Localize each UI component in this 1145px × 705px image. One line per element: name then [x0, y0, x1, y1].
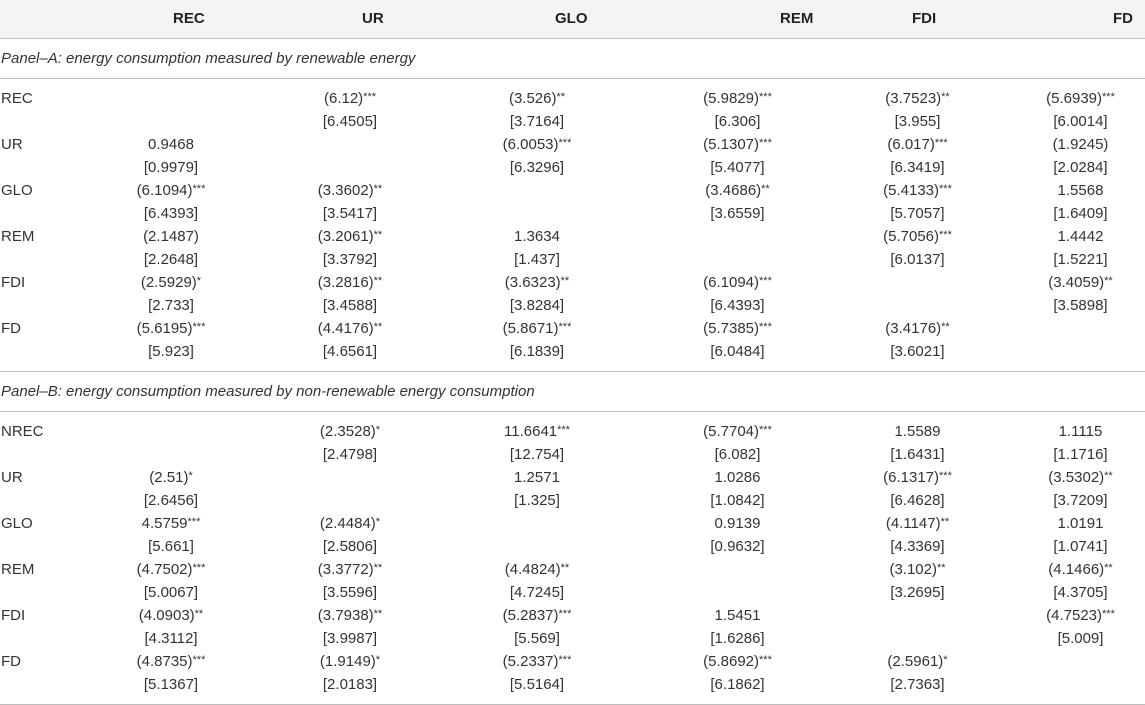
significance-stars: **	[373, 182, 383, 195]
standard-error-cell: [3.2695]	[890, 583, 945, 601]
significance-stars: ***	[759, 653, 772, 666]
significance-stars: ***	[192, 561, 206, 574]
standard-error-cell	[1016, 675, 1145, 705]
standard-error-cell: [1.6286]	[710, 629, 765, 647]
coefficient-cell: (5.7385)***	[703, 319, 772, 337]
standard-error-cell: [5.569]	[514, 629, 560, 647]
standard-error-cell: [2.5806]	[322, 537, 378, 555]
standard-error-cell: [6.3419]	[890, 158, 945, 176]
coefficient-cell: (3.102)**	[889, 560, 946, 578]
standard-error-cell: [4.3112]	[144, 629, 198, 647]
coefficient-cell: (4.7502)***	[136, 560, 206, 578]
coefficient-cell: (5.9829)***	[703, 89, 772, 107]
standard-error-cell: [6.306]	[714, 112, 761, 130]
standard-error-cell: [4.3369]	[890, 537, 945, 555]
coefficient-cell: (5.6939)***	[1046, 89, 1115, 107]
coefficient-cell: (5.7056)***	[883, 227, 952, 245]
column-header-stub	[0, 0, 60, 38]
table-row-coefficient	[0, 78, 1145, 112]
column-header-glo: GLO	[418, 0, 656, 38]
coefficient-cell: (3.3602)**	[317, 181, 383, 199]
coefficient-cell: (3.3772)**	[317, 560, 383, 578]
coefficient-cell: (3.7938)**	[317, 606, 383, 624]
standard-error-cell: [6.082]	[714, 445, 761, 463]
coefficient-cell: 1.1115	[1058, 422, 1103, 440]
significance-stars: **	[940, 515, 950, 528]
significance-stars: ***	[558, 607, 572, 620]
coefficient-cell: (4.4176)**	[317, 319, 383, 337]
standard-error-cell	[60, 445, 282, 468]
standard-error-cell: [5.009]	[1057, 629, 1104, 647]
row-label-empty	[0, 342, 60, 372]
row-label-empty	[0, 445, 60, 468]
header-row	[0, 0, 1145, 38]
significance-stars: *	[375, 515, 381, 528]
table-row-standard-error	[0, 112, 1145, 135]
standard-error-cell: [2.0284]	[1053, 158, 1108, 176]
significance-stars: ***	[1102, 90, 1115, 103]
standard-error-cell	[418, 204, 656, 227]
standard-error-cell: [3.5596]	[322, 583, 378, 601]
significance-stars: **	[373, 228, 383, 241]
significance-stars: ***	[939, 182, 952, 195]
coefficient-cell	[60, 411, 282, 445]
significance-stars: ***	[192, 182, 206, 195]
significance-stars: **	[373, 320, 383, 333]
standard-error-cell: [1.325]	[514, 491, 560, 509]
coefficient-cell: (6.1094)***	[703, 273, 772, 291]
coefficient-cell: 4.5759***	[141, 514, 201, 532]
standard-error-cell: [6.3296]	[509, 158, 565, 176]
coefficient-cell: (3.526)**	[508, 89, 566, 107]
table-row-standard-error	[0, 491, 1145, 514]
row-label: REM	[1, 227, 35, 245]
coefficient-cell	[656, 227, 819, 250]
coefficient-cell: (1.9149)*	[319, 652, 381, 670]
standard-error-cell: [12.754]	[509, 445, 565, 463]
significance-stars: ***	[558, 320, 572, 333]
standard-error-cell: [3.955]	[894, 112, 941, 130]
significance-stars: ***	[759, 423, 772, 436]
significance-stars: **	[560, 274, 570, 287]
coefficient-cell: (5.1307)***	[703, 135, 772, 153]
standard-error-cell: [3.9987]	[322, 629, 378, 647]
coefficient-cell: (2.3528)*	[319, 422, 381, 440]
standard-error-cell: [5.7057]	[890, 204, 945, 222]
table-row-coefficient	[0, 468, 1145, 491]
table-row-coefficient	[0, 411, 1145, 445]
coefficient-cell: (4.7523)***	[1046, 606, 1115, 624]
standard-error-cell: [4.6561]	[282, 342, 418, 372]
coefficient-cell: (4.4824)**	[504, 560, 570, 578]
table-row-standard-error	[0, 537, 1145, 560]
coefficient-cell: (2.1487)	[143, 227, 199, 245]
coefficient-cell: (4.8735)***	[136, 652, 206, 670]
standard-error-cell	[819, 296, 1016, 319]
standard-error-cell: [2.4798]	[322, 445, 378, 463]
table-row-standard-error	[0, 204, 1145, 227]
significance-stars: ***	[192, 653, 206, 666]
table-row-standard-error	[0, 675, 1145, 705]
significance-stars: ***	[759, 90, 772, 103]
coefficient-cell	[60, 78, 282, 112]
standard-error-cell: [6.0014]	[1053, 112, 1108, 130]
coefficient-cell: 1.2571	[514, 468, 560, 486]
significance-stars: ***	[363, 90, 377, 103]
row-label-empty	[0, 583, 60, 606]
standard-error-cell: [5.5164]	[418, 675, 656, 705]
standard-error-cell: [6.0137]	[890, 250, 945, 268]
significance-stars: *	[375, 653, 381, 666]
coefficient-cell: (4.1466)**	[1048, 560, 1113, 578]
row-label: FDI	[1, 273, 26, 291]
table-body	[0, 38, 1145, 704]
significance-stars: **	[941, 320, 950, 333]
standard-error-cell: [6.4505]	[322, 112, 378, 130]
coefficient-cell: (3.2061)**	[317, 227, 383, 245]
table-row-coefficient	[0, 606, 1145, 629]
coefficient-cell: (5.4133)***	[883, 181, 952, 199]
coefficient-cell: (5.2837)***	[502, 606, 572, 624]
table-row-coefficient	[0, 514, 1145, 537]
significance-stars: **	[556, 90, 566, 103]
significance-stars: **	[373, 607, 383, 620]
row-label: GLO	[1, 181, 33, 199]
standard-error-cell: [4.3705]	[1053, 583, 1108, 601]
standard-error-cell: [3.4588]	[322, 296, 378, 314]
coefficient-cell	[1016, 652, 1145, 675]
standard-error-cell: [6.1862]	[656, 675, 819, 705]
row-label: UR	[1, 468, 23, 486]
coefficient-cell: (3.4059)**	[1048, 273, 1113, 291]
standard-error-cell: [2.0183]	[282, 675, 418, 705]
coefficient-cell: 1.0286	[714, 468, 761, 486]
coefficient-cell	[282, 135, 418, 158]
significance-stars: **	[560, 561, 570, 574]
row-label: NREC	[1, 422, 44, 440]
standard-error-cell: [3.3792]	[322, 250, 378, 268]
significance-stars: **	[1104, 274, 1113, 287]
row-label-empty	[0, 296, 60, 319]
significance-stars: **	[1104, 469, 1113, 482]
coefficient-cell: 0.9139	[714, 514, 761, 532]
standard-error-cell: [1.1716]	[1053, 445, 1108, 463]
significance-stars: ***	[939, 469, 952, 482]
standard-error-cell: [3.7209]	[1053, 491, 1108, 509]
table-row-standard-error	[0, 629, 1145, 652]
significance-stars: **	[936, 561, 946, 574]
row-label-empty	[0, 537, 60, 560]
column-header-fdi: FDI	[819, 0, 1016, 38]
table-row-coefficient	[0, 652, 1145, 675]
significance-stars: *	[375, 423, 381, 436]
coefficient-cell: (2.5961)*	[887, 652, 948, 670]
standard-error-cell: [3.7164]	[509, 112, 565, 130]
significance-stars: ***	[192, 320, 206, 333]
standard-error-cell	[819, 629, 1016, 652]
coefficient-cell: (5.8671)***	[502, 319, 572, 337]
standard-error-cell	[1016, 342, 1145, 372]
row-label-empty	[0, 158, 60, 181]
standard-error-cell	[60, 112, 282, 135]
standard-error-cell: [2.2648]	[143, 250, 199, 268]
standard-error-cell: [2.6456]	[143, 491, 199, 509]
standard-error-cell: [0.9632]	[710, 537, 765, 555]
panel-title-row	[0, 38, 1145, 78]
significance-stars: *	[196, 274, 202, 287]
standard-error-cell	[656, 583, 819, 606]
row-label-empty	[0, 491, 60, 514]
table-row-coefficient	[0, 181, 1145, 204]
coefficient-cell: (2.4484)*	[319, 514, 381, 532]
standard-error-cell: [3.8284]	[509, 296, 565, 314]
coefficient-cell	[1016, 319, 1145, 342]
coefficient-cell: (3.4686)**	[705, 181, 770, 199]
row-label: REC	[1, 89, 33, 107]
standard-error-cell: [3.5898]	[1053, 296, 1108, 314]
standard-error-cell: [1.437]	[514, 250, 560, 268]
coefficient-cell: (6.017)***	[887, 135, 948, 153]
coefficient-cell: (3.2816)**	[317, 273, 383, 291]
coefficient-cell: 1.3634	[514, 227, 560, 245]
standard-error-cell: [5.0067]	[143, 583, 199, 601]
coefficient-cell: 0.9468	[148, 135, 194, 153]
table-row-standard-error	[0, 296, 1145, 319]
standard-error-cell: [3.5417]	[322, 204, 378, 222]
coefficient-cell: (6.12)***	[323, 89, 377, 107]
significance-stars: ***	[1102, 607, 1115, 620]
coefficient-cell: (3.6323)**	[504, 273, 570, 291]
coefficient-cell: (5.8692)***	[703, 652, 772, 670]
row-label: GLO	[1, 514, 33, 532]
column-header-rem: REM	[656, 0, 819, 38]
table-row-coefficient	[0, 560, 1145, 583]
standard-error-cell: [2.7363]	[819, 675, 1016, 705]
coefficient-cell: 11.6641***	[504, 422, 570, 440]
panel-title-row	[0, 371, 1145, 411]
row-label-empty	[0, 629, 60, 652]
standard-error-cell: [5.661]	[148, 537, 194, 555]
table-row-coefficient	[0, 319, 1145, 342]
coefficient-cell: (6.1094)***	[136, 181, 206, 199]
significance-stars: ***	[558, 136, 572, 149]
standard-error-cell	[418, 537, 656, 560]
standard-error-cell	[656, 250, 819, 273]
standard-error-cell: [3.6559]	[710, 204, 765, 222]
significance-stars: **	[373, 561, 383, 574]
standard-error-cell: [1.5221]	[1053, 250, 1108, 268]
standard-error-cell: [6.0484]	[656, 342, 819, 372]
column-header-fd: FD	[1016, 0, 1145, 38]
significance-stars: **	[941, 90, 950, 103]
table-row-coefficient	[0, 273, 1145, 296]
table-row-coefficient	[0, 227, 1145, 250]
standard-error-cell: [3.6021]	[819, 342, 1016, 372]
coefficient-cell: 1.5589	[894, 422, 941, 440]
row-label-empty	[0, 112, 60, 135]
standard-error-cell: [1.0741]	[1053, 537, 1108, 555]
coefficient-cell: 1.4442	[1057, 227, 1104, 245]
significance-stars: ***	[187, 515, 201, 528]
row-label: REM	[1, 560, 35, 578]
coefficient-cell	[282, 468, 418, 491]
row-label: FDI	[1, 606, 26, 624]
coefficient-cell	[819, 606, 1016, 629]
significance-stars: ***	[558, 653, 572, 666]
coefficient-cell	[418, 181, 656, 204]
significance-stars: *	[188, 469, 193, 482]
panel-title: Panel–B: energy consumption measured by non-renewable energy consumption	[0, 371, 1145, 411]
standard-error-cell: [1.6431]	[890, 445, 945, 463]
significance-stars: **	[761, 182, 770, 195]
significance-stars: **	[194, 607, 204, 620]
table-row-standard-error	[0, 342, 1145, 372]
significance-stars: ***	[557, 423, 570, 436]
standard-error-cell: [6.1839]	[418, 342, 656, 372]
standard-error-cell	[282, 158, 418, 181]
coefficient-cell: (5.7704)***	[703, 422, 772, 440]
standard-error-cell: [5.1367]	[60, 675, 282, 705]
coefficient-cell: (2.5929)*	[140, 273, 202, 291]
coefficient-cell: (3.7523)**	[885, 89, 950, 107]
significance-stars: ***	[759, 136, 772, 149]
coefficient-cell: (5.6195)***	[136, 319, 206, 337]
column-header-rec: REC	[60, 0, 282, 38]
standard-error-cell	[282, 491, 418, 514]
significance-stars: ***	[759, 320, 772, 333]
coefficient-cell: (6.0053)***	[502, 135, 572, 153]
coefficient-cell: 1.5451	[714, 606, 761, 624]
coefficient-cell: 1.5568	[1057, 181, 1104, 199]
row-label-empty	[0, 204, 60, 227]
coefficient-cell: (3.4176)**	[885, 319, 950, 337]
row-label-empty	[0, 250, 60, 273]
coefficient-cell: (3.5302)**	[1048, 468, 1113, 486]
standard-error-cell: [6.4393]	[710, 296, 765, 314]
row-label: FD	[1, 319, 21, 337]
standard-error-cell: [5.4077]	[710, 158, 765, 176]
row-label: FD	[1, 652, 21, 670]
standard-error-cell: [1.0842]	[710, 491, 765, 509]
significance-stars: ***	[939, 228, 952, 241]
coefficient-cell: (2.51)*	[149, 468, 193, 486]
standard-error-cell: [2.733]	[148, 296, 194, 314]
standard-error-cell: [1.6409]	[1053, 204, 1108, 222]
table-row-standard-error	[0, 158, 1145, 181]
row-label: UR	[1, 135, 23, 153]
coefficient-cell	[656, 560, 819, 583]
row-label-empty	[0, 675, 60, 705]
coefficient-cell	[418, 514, 656, 537]
significance-stars: *	[943, 653, 948, 666]
coefficient-cell: (1.9245)	[1052, 135, 1109, 153]
coefficient-cell: (5.2337)***	[502, 652, 572, 670]
coefficient-cell	[819, 273, 1016, 296]
standard-error-cell: [6.4628]	[890, 491, 945, 509]
standard-error-cell: [0.9979]	[143, 158, 199, 176]
standard-error-cell: [5.923]	[60, 342, 282, 372]
coefficient-cell: (6.1317)***	[883, 468, 952, 486]
table-row-standard-error	[0, 445, 1145, 468]
significance-stars: ***	[759, 274, 772, 287]
column-header-ur: UR	[282, 0, 418, 38]
significance-stars: **	[373, 274, 383, 287]
coefficient-cell: (4.1147)**	[885, 514, 950, 532]
table-row-coefficient	[0, 135, 1145, 158]
standard-error-cell: [6.4393]	[143, 204, 199, 222]
coefficient-cell: 1.0191	[1057, 514, 1104, 532]
table-row-standard-error	[0, 250, 1145, 273]
coefficient-cell: (4.0903)**	[138, 606, 204, 624]
panel-title: Panel–A: energy consumption measured by renewable energy	[0, 38, 1145, 78]
significance-stars: **	[1104, 561, 1113, 574]
standard-error-cell: [4.7245]	[509, 583, 565, 601]
table-row-standard-error	[0, 583, 1145, 606]
significance-stars: ***	[934, 136, 948, 149]
